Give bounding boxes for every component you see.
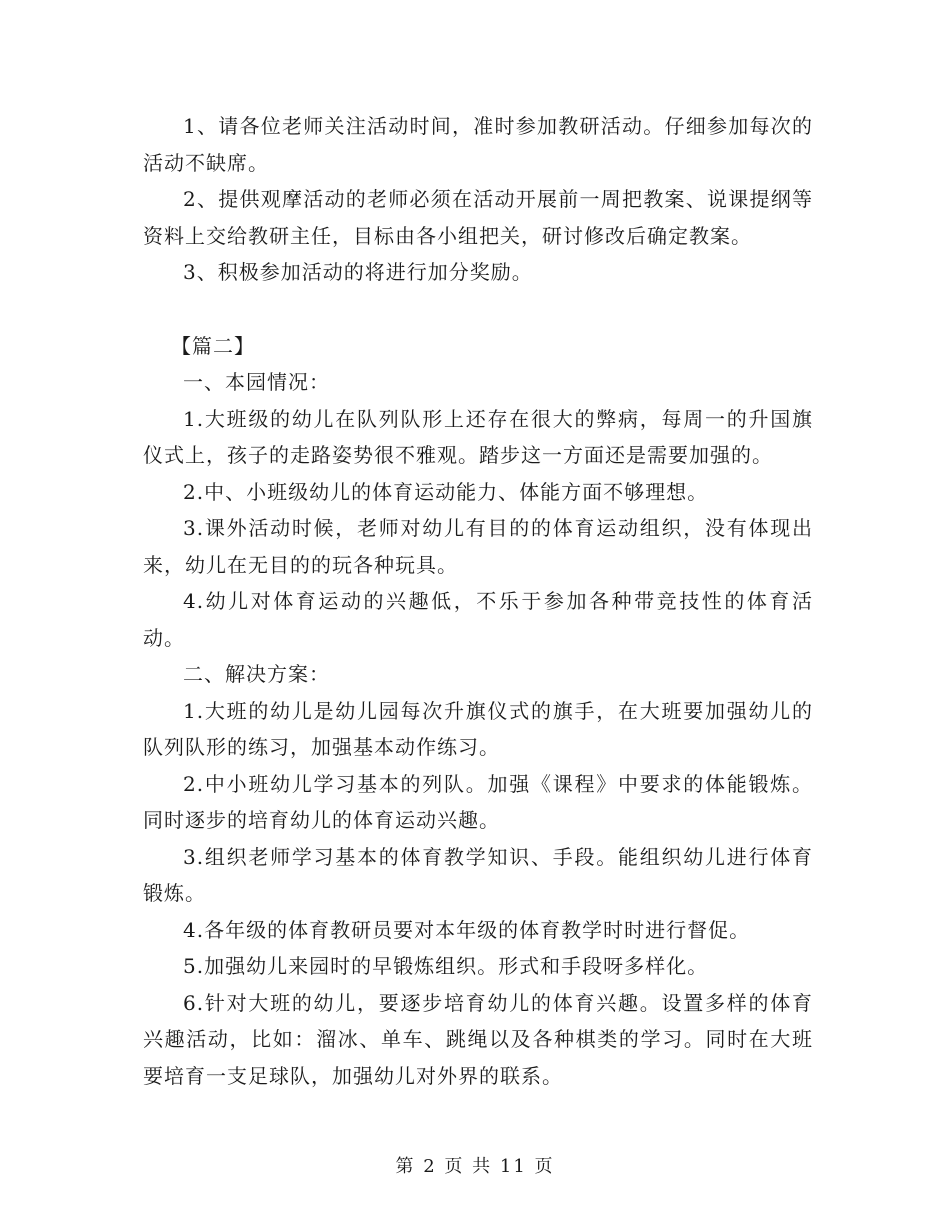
paragraph-notice-1: 1、请各位老师关注活动时间，准时参加教研活动。仔细参加每次的活动不缺席。: [143, 114, 813, 175]
footer-prefix: 第: [395, 1156, 416, 1177]
paragraph-solution-3: 3.组织老师学习基本的体育教学知识、手段。能组织幼儿进行体育锻炼。: [143, 844, 813, 905]
paragraph-solution-5: 5.加强幼儿来园时的早锻炼组织。形式和手段呀多样化。: [183, 954, 709, 978]
paragraph-situation-4: 4.幼儿对体育运动的兴趣低，不乐于参加各种带竞技性的体育活动。: [143, 589, 813, 650]
paragraph-solution-6: 6.针对大班的幼儿，要逐步培育幼儿的体育兴趣。设置多样的体育兴趣活动，比如：溜冰、单车、跳绳以及各种棋类的学习。同时在大班要培育一支足球队，加强幼儿对外界的联系。: [143, 990, 813, 1088]
page-footer: [0, 1152, 950, 1178]
section-title: 【篇二】: [171, 333, 255, 358]
section-gap: [143, 291, 813, 328]
footer-mid: 页 共: [444, 1156, 493, 1177]
paragraph-notice-3: 3、积极参加活动的将进行加分奖励。: [183, 260, 533, 284]
document-body: [143, 108, 813, 1094]
paragraph-solution-2: 2.中小班幼儿学习基本的列队。加强《课程》中要求的体能锻炼。同时逐步的培育幼儿的体育运动兴趣。: [143, 771, 813, 832]
footer-total-pages: 11: [499, 1156, 527, 1177]
paragraph-situation-2: 2.中、小班级幼儿的体育运动能力、体能方面不够理想。: [183, 479, 709, 504]
paragraph-solution-4: 4.各年级的体育教研员要对本年级的体育教学时时进行督促。: [183, 917, 751, 942]
footer-suffix: 页: [534, 1156, 555, 1177]
heading-solutions: 二、解决方案：: [183, 662, 330, 686]
paragraph-solution-1: 1.大班的幼儿是幼儿园每次升旗仪式的旗手，在大班要加强幼儿的队列队形的练习，加强基本动作练习。: [143, 698, 813, 759]
paragraph-situation-3: 3.课外活动时候，老师对幼儿有目的的体育运动组织，没有体现出来，幼儿在无目的的玩各种玩具。: [143, 516, 813, 577]
paragraph-situation-1: 1.大班级的幼儿在队列队形上还存在很大的弊病，每周一的升国旗仪式上，孩子的走路姿势很不雅观。踏步这一方面还是需要加强的。: [143, 406, 813, 467]
paragraph-notice-2: 2、提供观摩活动的老师必须在活动开展前一周把教案、说课提纲等资料上交给教研主任，目标由各小组把关，研讨修改后确定教案。: [143, 187, 813, 248]
heading-situation: 一、本园情况：: [183, 370, 330, 394]
footer-current-page: 2: [423, 1156, 437, 1177]
